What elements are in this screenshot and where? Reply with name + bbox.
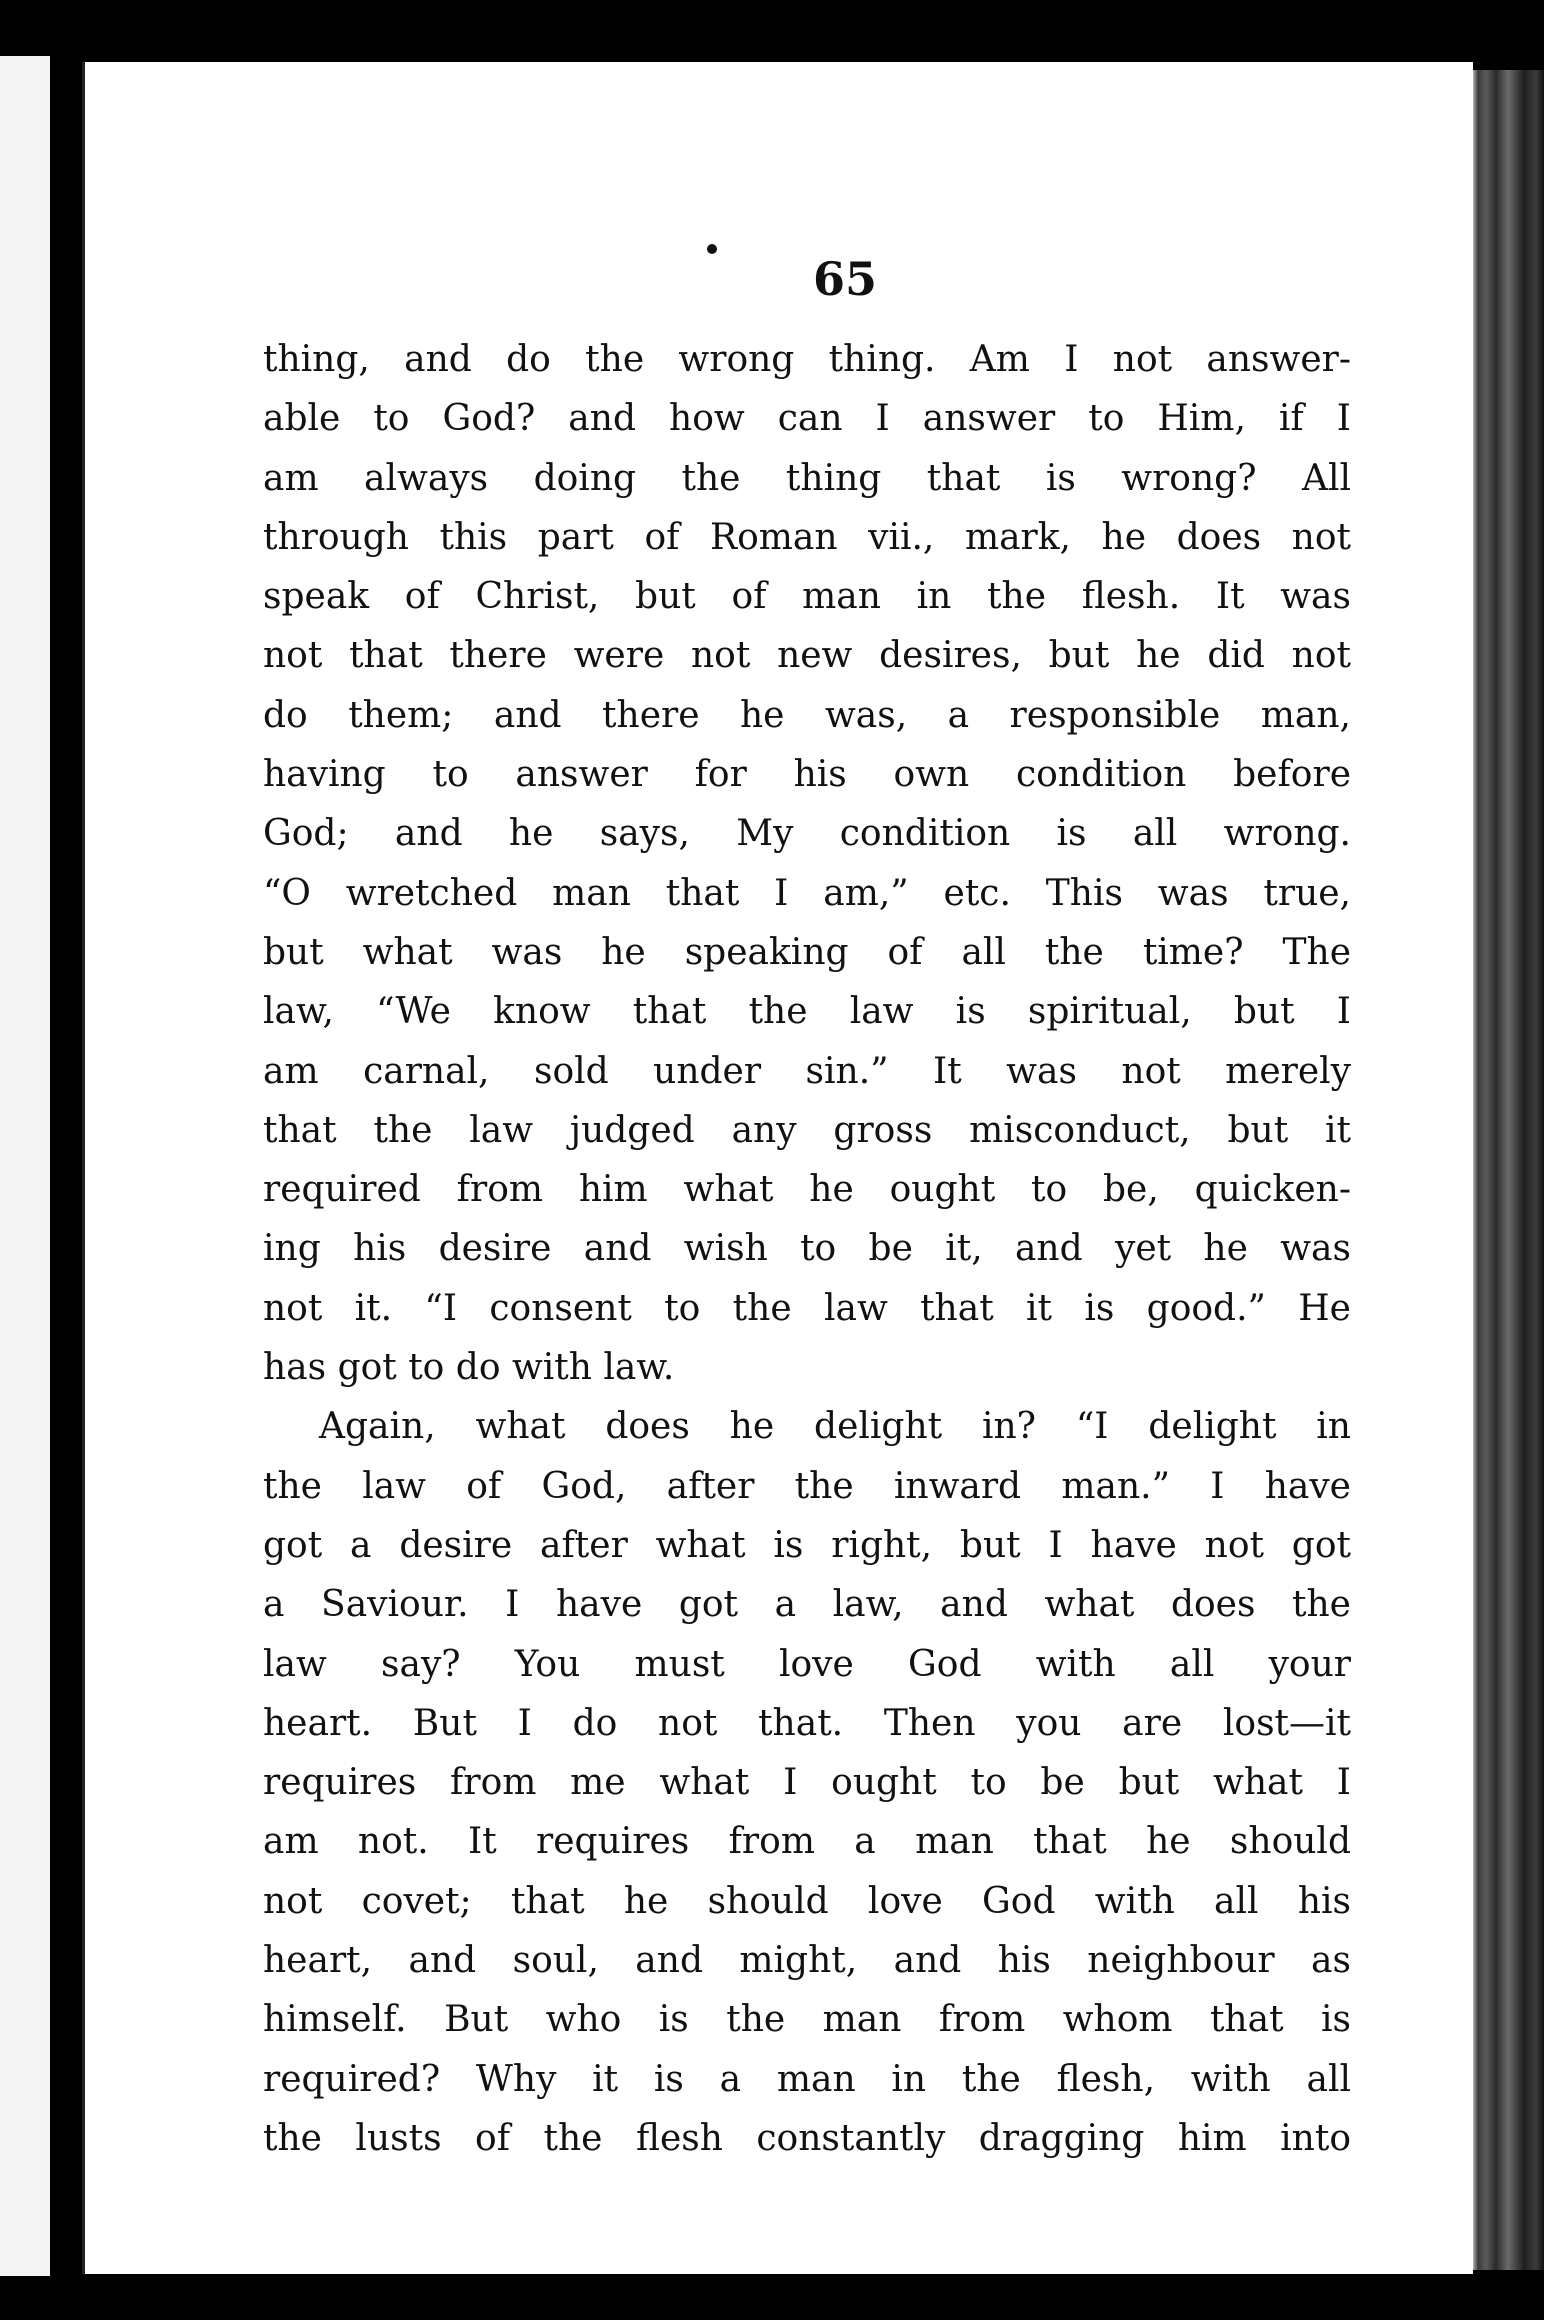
page-number: 65 bbox=[812, 252, 877, 306]
text-line: the law of God, after the inward man.” I have bbox=[263, 1465, 1351, 1507]
text-line: has got to do with law. bbox=[263, 1347, 675, 1389]
text-line: the lusts of the flesh constantly dragging him into bbox=[263, 2117, 1351, 2159]
previous-page-edge bbox=[0, 56, 66, 2276]
book-page bbox=[82, 62, 1473, 2274]
text-line: a Saviour. I have got a law, and what does the bbox=[263, 1584, 1351, 1626]
text-line: got a desire after what is right, but I have not got bbox=[263, 1524, 1351, 1566]
text-line: heart, and soul, and might, and his neighbour as bbox=[263, 1940, 1351, 1982]
text-line: thing, and do the wrong thing. Am I not answer- bbox=[263, 339, 1351, 380]
text-line: God; and he says, My condition is all wrong. bbox=[263, 813, 1351, 855]
text-line: required? Why it is a man in the flesh, with all bbox=[263, 2058, 1351, 2100]
paragraph-1 bbox=[263, 330, 1351, 1397]
text-line: able to God? and how can I answer to Him, if I bbox=[263, 398, 1351, 440]
text-line: not covet; that he should love God with all his bbox=[263, 1880, 1351, 1922]
text-line: speak of Christ, but of man in the flesh. It was bbox=[263, 576, 1351, 618]
body-text bbox=[263, 330, 1351, 2168]
text-line: but what was he speaking of all the time? The bbox=[263, 931, 1351, 973]
text-line: requires from me what I ought to be but what I bbox=[263, 1762, 1351, 1804]
text-line: that the law judged any gross misconduct, but it bbox=[263, 1109, 1351, 1151]
text-line: am always doing the thing that is wrong? All bbox=[263, 457, 1351, 499]
text-line: law say? You must love God with all your bbox=[263, 1643, 1351, 1685]
text-line: am not. It requires from a man that he should bbox=[263, 1821, 1351, 1863]
page-block-edge bbox=[1466, 70, 1544, 2270]
text-line: through this part of Roman vii., mark, he does not bbox=[263, 516, 1351, 558]
text-line: am carnal, sold under sin.” It was not merely bbox=[263, 1050, 1351, 1092]
text-line: do them; and there he was, a responsible man, bbox=[263, 694, 1351, 736]
text-line: not it. “I consent to the law that it is good.” He bbox=[263, 1287, 1351, 1329]
text-line: ing his desire and wish to be it, and yet he was bbox=[263, 1228, 1351, 1270]
text-line: not that there were not new desires, but he did not bbox=[263, 635, 1351, 677]
text-line: Again, what does he delight in? “I delight in bbox=[319, 1406, 1351, 1448]
text-line: “O wretched man that I am,” etc. This was true, bbox=[263, 872, 1351, 914]
paragraph-2 bbox=[263, 1397, 1351, 2168]
ink-speck bbox=[707, 244, 717, 254]
text-line: law, “We know that the law is spiritual, but I bbox=[263, 991, 1351, 1033]
text-line: required from him what he ought to be, quicken- bbox=[263, 1169, 1351, 1211]
text-line: heart. But I do not that. Then you are lost—it bbox=[263, 1702, 1351, 1744]
text-line: having to answer for his own condition before bbox=[263, 754, 1351, 796]
text-line: himself. But who is the man from whom that is bbox=[263, 1999, 1351, 2041]
